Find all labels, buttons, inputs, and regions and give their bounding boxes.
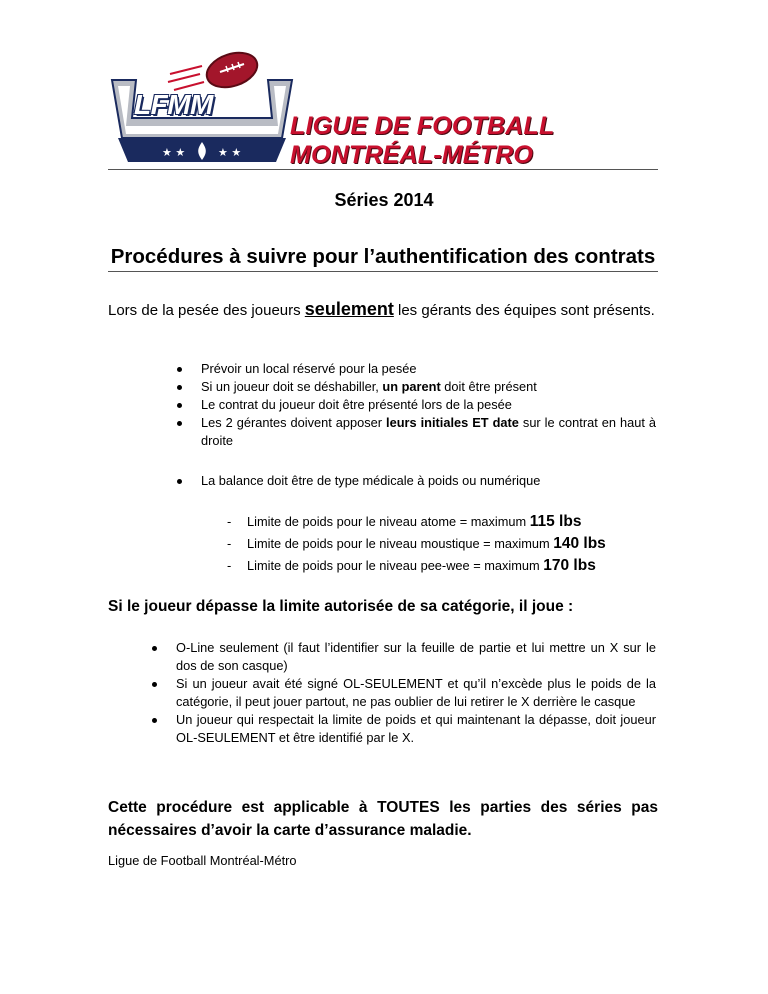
league-logo (110, 40, 580, 170)
bullet-icon (177, 479, 182, 484)
scale-list (201, 472, 656, 490)
over-limit-heading: Si le joueur dépasse la limite autorisée de sa catégorie, il joue : (108, 598, 574, 615)
list-item: - Limite de poids pour le niveau atome = maximum 115 lbs (227, 513, 582, 530)
logo-line-2: MONTRÉAL-MÉTRO (290, 141, 534, 169)
list-item: Si un joueur doit se déshabiller, un parent doit être présent (201, 378, 656, 396)
list-item: - Limite de poids pour le niveau moustique = maximum 140 lbs (227, 535, 606, 552)
svg-text:★ ★: ★ ★ (218, 146, 242, 159)
intro-text-1: Lors de la pesée des joueurs (108, 302, 305, 319)
over-limit-list (176, 639, 656, 747)
bullet-icon (177, 403, 182, 408)
page-title: Séries 2014 (334, 190, 434, 210)
list-item: La balance doit être de type médicale à poids ou numérique (201, 472, 656, 490)
list-item: Si un joueur avait été signé OL-SEULEMENT et qu’il n’excède plus le poids de la catégorie, il peut jouer partout, ne pas oublier de lui retirer le X derrière le casque (176, 675, 656, 711)
signature: Ligue de Football Montréal-Métro (108, 853, 297, 868)
list-item: Les 2 gérantes doivent apposer leurs initiales ET date sur le contrat en haut à droite (201, 414, 656, 450)
list-item: Un joueur qui respectait la limite de poids et qui maintenant la dépasse, doit joueur OL-SEULEMENT et être identifié par le X. (176, 711, 656, 747)
weigh-in-list (201, 360, 656, 450)
intro-emphasis: seulement (304, 299, 394, 319)
svg-text:★ ★: ★ ★ (162, 146, 186, 159)
list-item: O-Line seulement (il faut l’identifier sur la feuille de partie et lui mettre un X sur le dos de son casque) (176, 639, 656, 675)
bullet-icon (177, 385, 182, 390)
closing-note: Cette procédure est applicable à TOUTES les parties des séries pas nécessaires d’avoir la carte d’assurance maladie. (108, 799, 658, 839)
bullet-icon (152, 646, 157, 651)
list-item: - Limite de poids pour le niveau pee-wee = maximum 170 lbs (227, 557, 596, 574)
list-item: Le contrat du joueur doit être présenté lors de la pesée (201, 396, 656, 414)
intro-text-2: les gérants des équipes sont présents. (393, 302, 655, 319)
intro-paragraph (108, 298, 658, 322)
bullet-icon (152, 682, 157, 687)
logo-abbreviation: LFMM (134, 89, 213, 120)
weight-limits-list (227, 511, 606, 577)
header-divider (108, 169, 658, 170)
list-item: Prévoir un local réservé pour la pesée (201, 360, 656, 378)
page-subtitle: Procédures à suivre pour l’authentification des contrats (110, 245, 656, 268)
bullet-icon (177, 421, 182, 426)
bullet-icon (177, 367, 182, 372)
bullet-icon (152, 718, 157, 723)
subtitle-underline (108, 271, 658, 272)
logo-wordmark (290, 114, 555, 168)
logo-line-1: LIGUE DE FOOTBALL (290, 112, 555, 140)
